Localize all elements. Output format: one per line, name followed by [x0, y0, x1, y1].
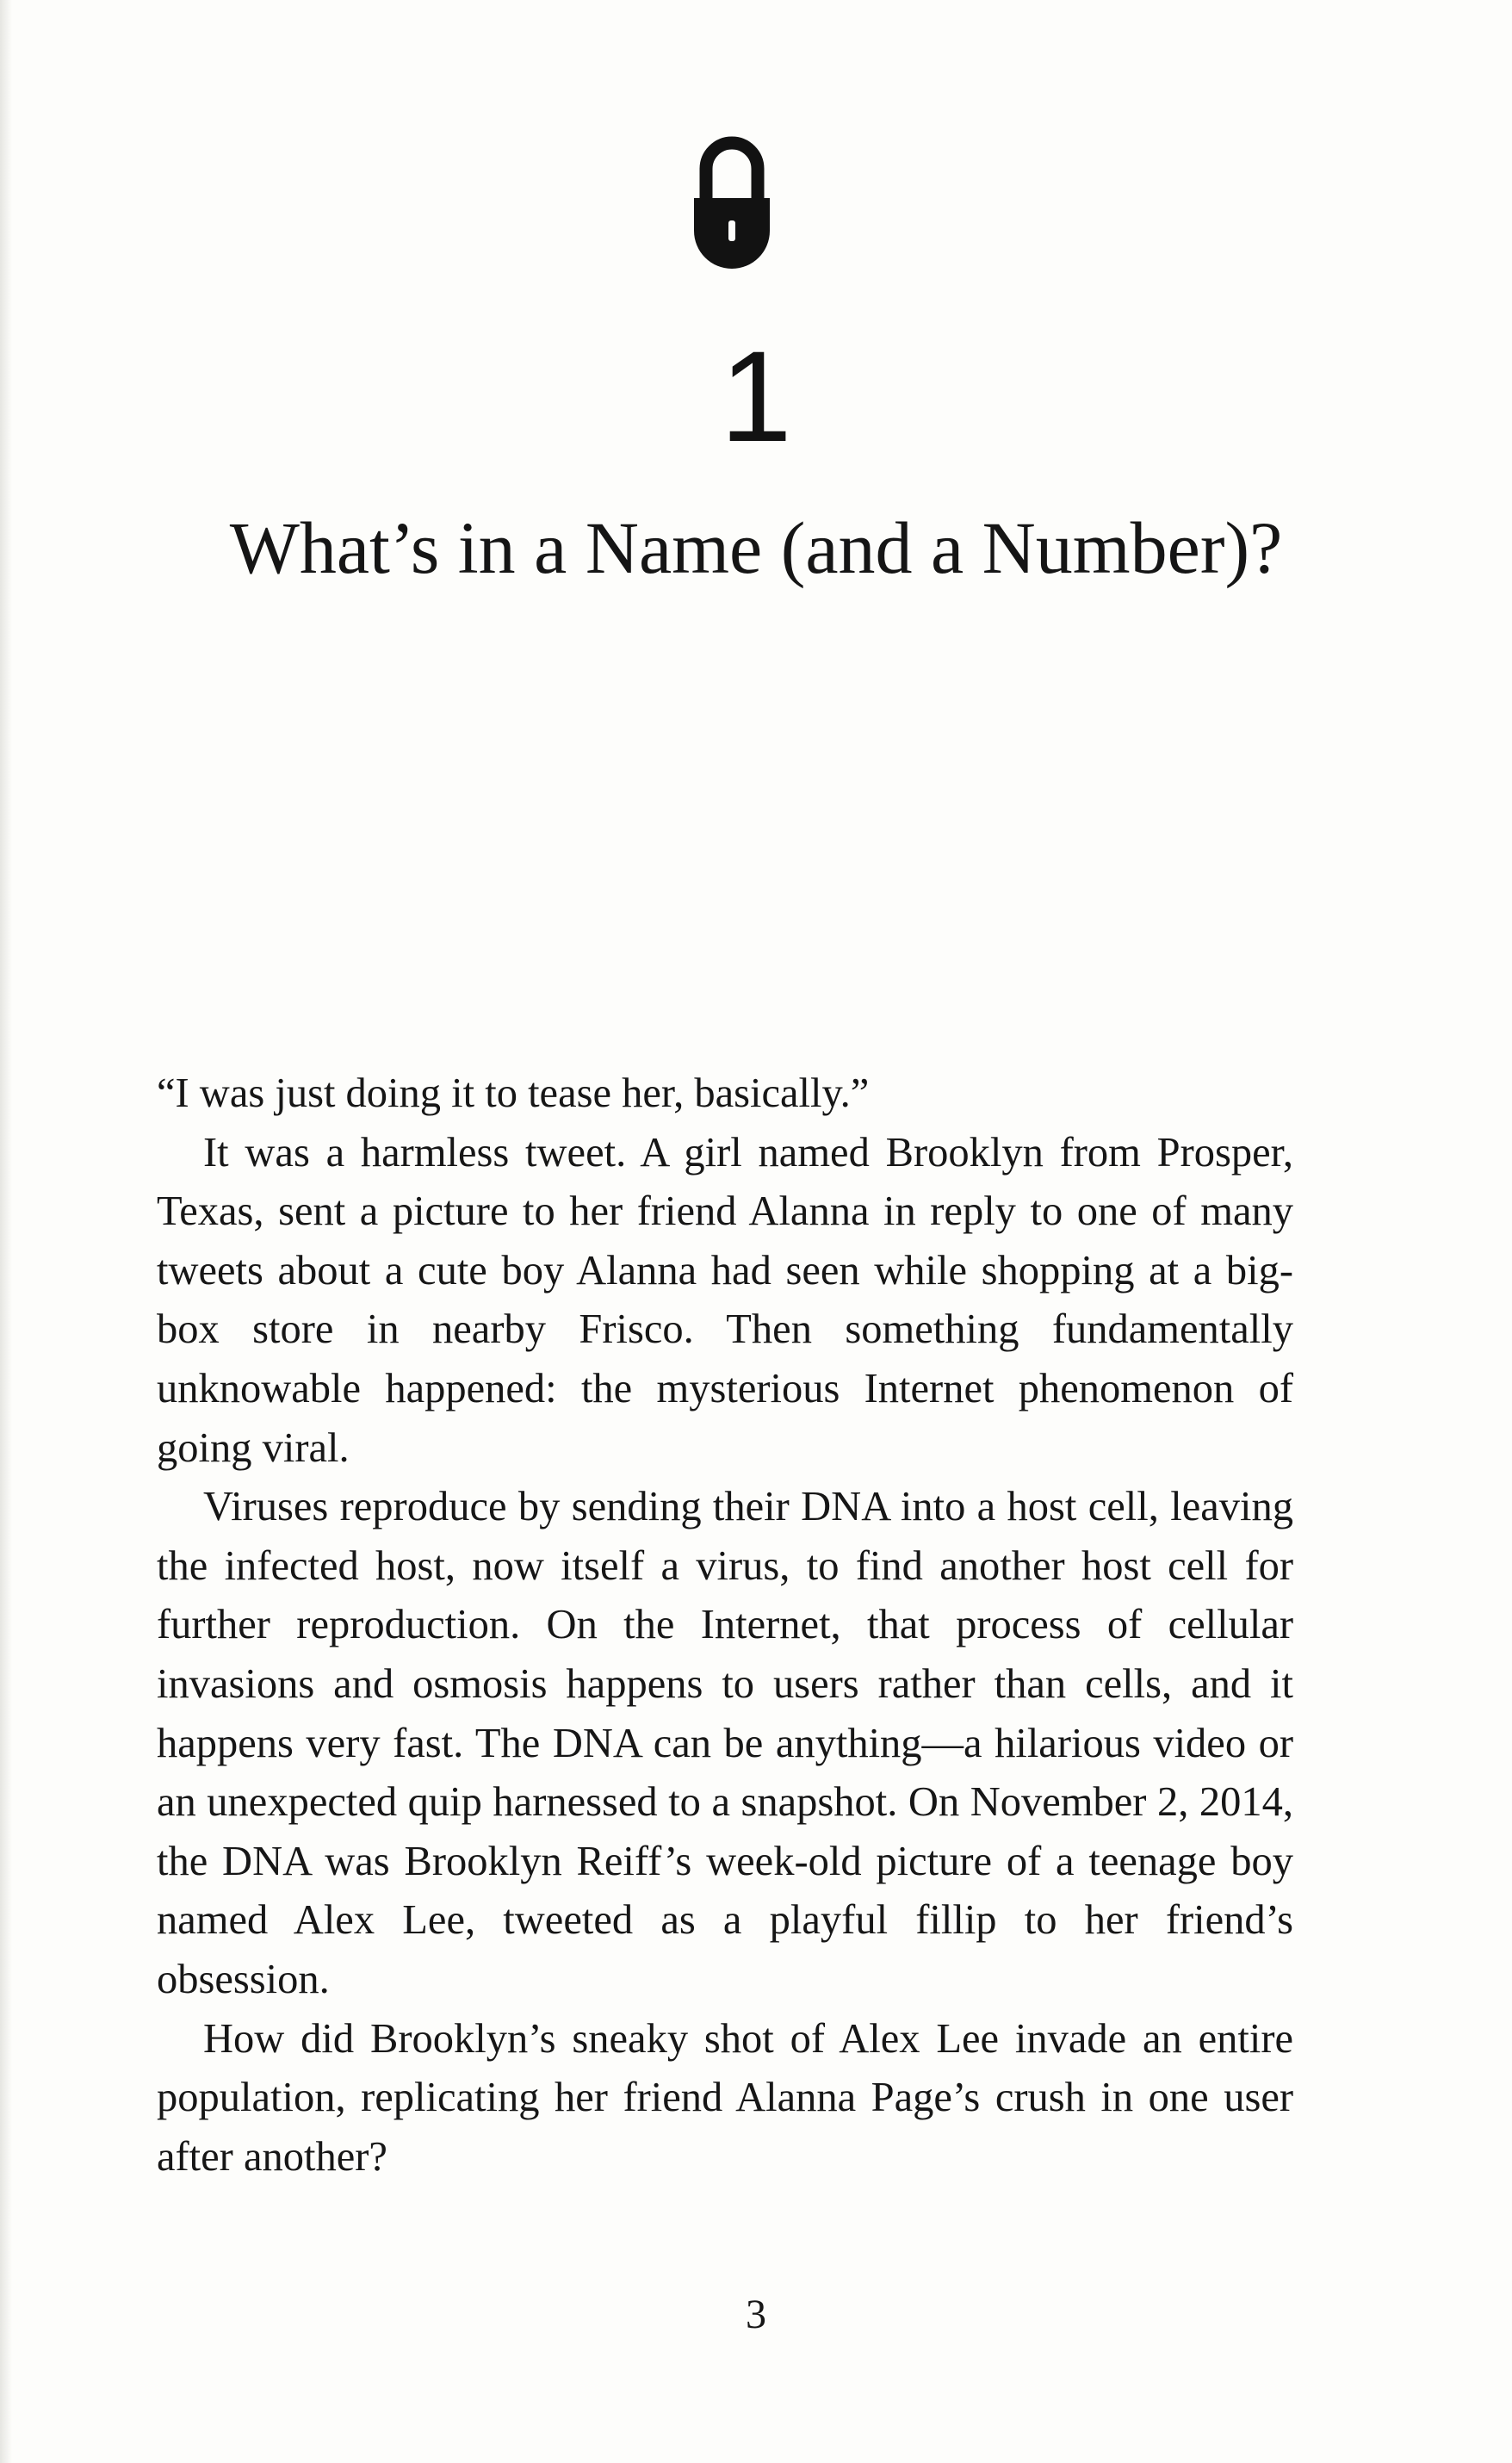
padlock-icon: [689, 129, 775, 276]
opening-quote-paragraph: “I was just doing it to tease her, basically.”: [157, 1070, 870, 1116]
chapter-title: What’s in a Name (and a Number)?: [229, 506, 1283, 589]
page-number: 3: [746, 2292, 766, 2337]
body-paragraph: It was a harmless tweet. A girl named Brooklyn from Prosper, Texas, sent a picture to her friend Alanna in reply to one of many tweets about a cute boy Alanna had seen while shopping at a big-box store in nearby Frisco. Then something fundamentally unknowable happened: the mysterious Internet phenomenon of going viral.: [157, 1129, 1293, 1471]
chapter-body: [157, 1064, 1293, 2187]
body-paragraph: Viruses reproduce by sending their DNA into a host cell, leaving the infected host, now itself a virus, to find another host cell for further reproduction. On the Internet, that process of cellular invasions and osmosis happens to users rather than cells, and it happens very fast. The DNA can be anything—a hilarious video or an unexpected quip harnessed to a snapshot. On November 2, 2014, the DNA was Brooklyn Reiff’s week-old picture of a teenage boy named Alex Lee, tweeted as a playful fillip to her friend’s obsession.: [157, 1484, 1293, 2002]
body-paragraph: How did Brooklyn’s sneaky shot of Alex Lee invade an entire population, replicating her friend Alanna Page’s crush in one user after another?: [157, 2015, 1293, 2180]
chapter-number: 1: [720, 324, 792, 468]
